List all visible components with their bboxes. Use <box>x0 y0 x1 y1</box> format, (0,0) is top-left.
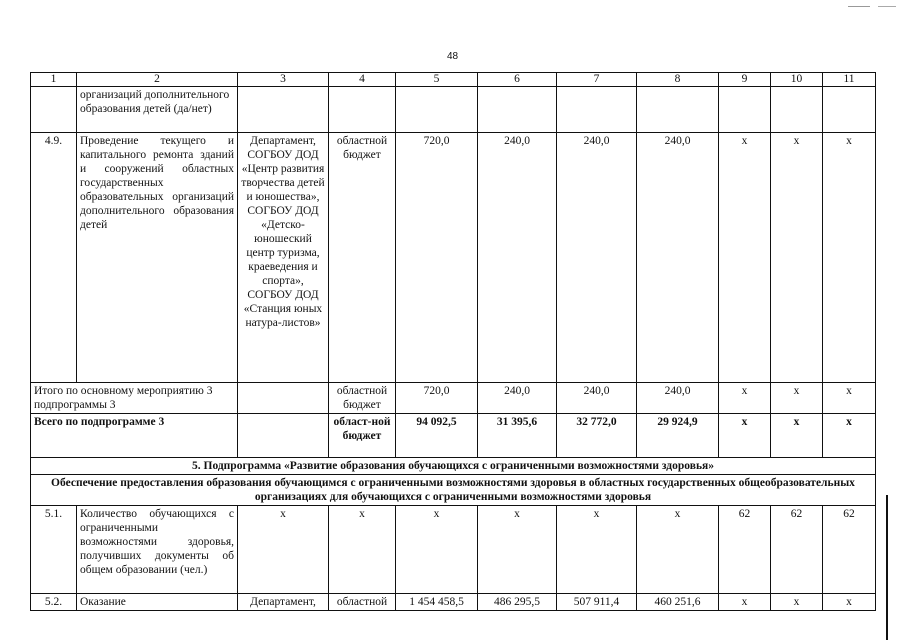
column-number: 5 <box>396 73 478 87</box>
table-row <box>31 594 876 611</box>
column-number: 11 <box>823 73 876 87</box>
funding-source: областной бюджет <box>329 133 396 383</box>
value-col-10: х <box>771 133 823 383</box>
value-year-2: 507 911,4 <box>557 594 637 611</box>
value-col-9: х <box>719 594 771 611</box>
table-row <box>31 383 876 414</box>
funding-source: област-ной бюджет <box>329 414 396 458</box>
column-number: 10 <box>771 73 823 87</box>
subprogram-total-label: Всего по подпрограмме 3 <box>31 414 238 458</box>
value-col-9: х <box>719 133 771 383</box>
subprogram-title: 5. Подпрограмма «Развитие образования обучающихся с ограниченными возможностями здоровья» <box>31 458 876 475</box>
row-number: 5.2. <box>31 594 77 611</box>
subprogram-goal: Обеспечение предоставления образования обучающимся с ограниченными возможностями здоровья в областных государственных общеобразовательных организациях для обучающихся с ограниченными возможностями здоровья <box>31 475 876 506</box>
value-year-2: 240,0 <box>557 383 637 414</box>
total-label: Итого по основному мероприятию 3 подпрограммы 3 <box>31 383 238 414</box>
value-total: 720,0 <box>396 133 478 383</box>
scan-mark <box>878 6 896 7</box>
value-year-2: 32 772,0 <box>557 414 637 458</box>
column-number-row <box>31 73 876 87</box>
value-total: 720,0 <box>396 383 478 414</box>
program-table <box>30 72 876 611</box>
page-number: 48 <box>446 51 459 62</box>
column-number: 4 <box>329 73 396 87</box>
value-year-3: х <box>637 506 719 594</box>
column-number: 6 <box>478 73 557 87</box>
value-col-11: х <box>823 414 876 458</box>
value-col-11: 62 <box>823 506 876 594</box>
funding-source: областной <box>329 594 396 611</box>
table-row <box>31 133 876 383</box>
column-number: 8 <box>637 73 719 87</box>
activity-name: Оказание <box>77 594 238 611</box>
value-year-1: 486 295,5 <box>478 594 557 611</box>
column-number: 3 <box>238 73 329 87</box>
value-col-11: х <box>823 383 876 414</box>
table-row <box>31 506 876 594</box>
value-year-2: х <box>557 506 637 594</box>
value-col-10: х <box>771 594 823 611</box>
value-year-1: 240,0 <box>478 383 557 414</box>
value-col-9: х <box>719 414 771 458</box>
scan-edge-mark <box>886 495 888 640</box>
value-col-9: 62 <box>719 506 771 594</box>
value-year-1: х <box>478 506 557 594</box>
column-number: 1 <box>31 73 77 87</box>
column-number: 7 <box>557 73 637 87</box>
column-number: 9 <box>719 73 771 87</box>
value-year-1: 240,0 <box>478 133 557 383</box>
value-total: 1 454 458,5 <box>396 594 478 611</box>
value-col-10: х <box>771 383 823 414</box>
value-year-3: 29 924,9 <box>637 414 719 458</box>
value-total: х <box>396 506 478 594</box>
value-year-1: 31 395,6 <box>478 414 557 458</box>
executor: Департамент, СОГБОУ ДОД «Центр развития творчества детей и юношества», СОГБОУ ДОД «Детско-юношеский центр туризма, краеведения и спорта», СОГБОУ ДОД «Станция юных натура-листов» <box>238 133 329 383</box>
row-number: 4.9. <box>31 133 77 383</box>
value-col-9: х <box>719 383 771 414</box>
value-col-10: 62 <box>771 506 823 594</box>
value-total: 94 092,5 <box>396 414 478 458</box>
scan-mark <box>848 6 870 7</box>
row-number: 5.1. <box>31 506 77 594</box>
value-col-11: х <box>823 133 876 383</box>
value-year-3: 460 251,6 <box>637 594 719 611</box>
section-title-row <box>31 458 876 475</box>
executor: Департамент, <box>238 594 329 611</box>
funding-source: областной бюджет <box>329 383 396 414</box>
table-row <box>31 414 876 458</box>
value-year-3: 240,0 <box>637 383 719 414</box>
value-year-2: 240,0 <box>557 133 637 383</box>
funding-source: х <box>329 506 396 594</box>
executor: х <box>238 506 329 594</box>
value-col-10: х <box>771 414 823 458</box>
value-year-3: 240,0 <box>637 133 719 383</box>
table-row <box>31 87 876 133</box>
section-goal-row <box>31 475 876 506</box>
activity-name: Проведение текущего и капитального ремонта зданий и сооружений областных государственных образовательных организаций дополнительного образования детей <box>77 133 238 383</box>
indicator-name: организаций дополнительного образования детей (да/нет) <box>77 87 238 133</box>
indicator-name: Количество обучающихся с ограниченными возможностями здоровья, получивших документы об общем образовании (чел.) <box>77 506 238 594</box>
value-col-11: х <box>823 594 876 611</box>
column-number: 2 <box>77 73 238 87</box>
